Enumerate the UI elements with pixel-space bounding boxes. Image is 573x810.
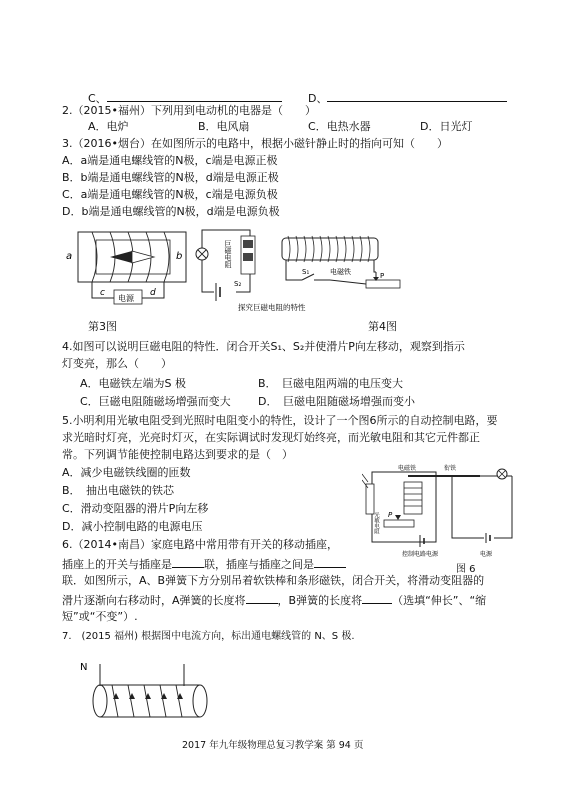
answer-blank[interactable] [107, 90, 282, 102]
q3-option-b: B．b端是通电螺线管的N极，d端是电源正极 [62, 171, 279, 184]
fig6-ldr-label: 光敏电阻 [373, 512, 379, 534]
q6-line4-text-a: 滑片逐渐向右移动时，A弹簧的长度将 [62, 594, 246, 607]
figure-3-solenoid-circuit [62, 226, 192, 306]
q7-stem: 7. (2015 福州) 根据图中电流方向，标出通电螺线管的 N、S 极. [62, 631, 355, 642]
q3-option-a: A．a端是通电螺线管的N极，c端是电源正极 [62, 154, 278, 167]
label-d: d [150, 288, 156, 298]
q4-option-d: D． 巨磁电阻随磁场增强而变小 [258, 395, 415, 408]
q6-line2-text-a: 插座上的开关与插座是 [62, 558, 172, 571]
q1-option-c-label: C、 [88, 92, 107, 105]
q6-line3: 联．如图所示，A、B弹簧下方分别吊着软铁棒和条形磁铁，闭合开关，将滑动变阻器的 [62, 574, 485, 587]
figure-6-caption: 图 6 [456, 564, 476, 575]
label-a: a [66, 251, 73, 262]
gmr-label: 巨磁电阻 [224, 240, 232, 268]
answer-blank[interactable] [314, 556, 346, 568]
q4-stem-line2: 灯变亮，那么（ ） [62, 357, 172, 370]
q1-option-d [308, 90, 507, 106]
q6-line2 [62, 556, 346, 572]
q7-n-label: N [80, 662, 88, 673]
electromagnet-label: 电磁铁 [330, 268, 351, 276]
answer-blank[interactable] [327, 90, 507, 102]
q4-option-c: C．巨磁电阻随磁场增强而变大 [80, 395, 231, 408]
q6-line1: 6.（2014•南昌）家庭电路中常用带有开关的移动插座， [62, 538, 338, 551]
s2-label: S₂ [234, 280, 242, 288]
rheostat [366, 280, 400, 288]
q6-line4-text-b: ，B弹簧的长度将 [277, 594, 363, 607]
q3-option-d: D．b端是通电螺线管的N极，d端是电源负极 [62, 205, 280, 218]
fig6-armature-label: 衔铁 [444, 465, 457, 472]
figure-3-caption: 第3图 [88, 320, 117, 333]
fig6-p-label: P [388, 511, 393, 519]
q5-stem-line3: 常。下列调节能使控制电路达到要求的是（ ） [62, 448, 293, 461]
q1-option-d-label: D、 [308, 92, 328, 105]
q2-option-c: C．电热水器 [308, 120, 371, 133]
figure-4-gmr-circuit [190, 222, 415, 312]
answer-blank[interactable] [362, 592, 392, 604]
figure-6-control-circuit [362, 460, 522, 560]
q6-line4-text-c: （选填“伸长”、“缩 [392, 594, 487, 607]
q4-option-a: A．电磁铁左端为S 极 [80, 377, 187, 390]
q4-option-b: B． 巨磁电阻两端的电压变大 [258, 377, 404, 390]
current-direction-arrows [113, 693, 183, 699]
fig6-power-label: 电源 [480, 551, 493, 558]
q3-option-c: C．a端是通电螺线管的N极，c端是电源负极 [62, 188, 278, 201]
q2-stem: 2.（2015•福州）下列用到电动机的电器是（ ） [62, 104, 316, 117]
q5-option-a: A．减少电磁铁线圈的匝数 [62, 466, 191, 479]
compass-needle [110, 251, 154, 263]
rheostat [384, 520, 414, 527]
answer-blank[interactable] [246, 592, 278, 604]
q4-stem-line1: 4.如图可以说明巨磁电阻的特性．闭合开关S₁、S₂并使滑片P向左移动，观察到指示 [62, 340, 465, 353]
coil-windings [112, 685, 182, 717]
q5-stem-line2: 求光暗时灯亮，光亮时灯灭，在实际调试时发现灯始终亮，而光敏电阻和其它元件都正 [62, 431, 480, 444]
p-label: P [380, 272, 385, 280]
q2-option-b: B．电风扇 [198, 120, 250, 133]
q6-line5: 短”或“不变”）. [62, 610, 138, 623]
q6-line2-text-b: 联，插座与插座之间是 [204, 558, 314, 571]
fig6-electromagnet-label: 电磁铁 [398, 465, 417, 472]
photoresistor [366, 484, 374, 514]
label-b: b [176, 251, 183, 262]
figure-4-title: 探究巨磁电阻的特性 [238, 303, 306, 312]
electromagnet-coil [404, 482, 422, 514]
s1-label: S₁ [302, 268, 310, 276]
figure-4-caption: 第4图 [368, 320, 397, 333]
power-label: 电源 [118, 294, 134, 303]
q5-option-c: C．滑动变阻器的滑片P向左移 [62, 502, 209, 515]
page-footer: 2017 年九年级物理总复习教学案 第 94 页 [182, 740, 364, 751]
q5-option-b: B． 抽出电磁铁的铁芯 [62, 484, 175, 497]
label-c: c [100, 288, 105, 298]
q3-stem: 3.（2016•烟台）在如图所示的电路中，根据小磁针静止时的指向可知（ ） [62, 137, 448, 150]
q5-stem-line1: 5.小明利用光敏电阻受到光照时电阻变小的特性，设计了一个图6所示的自动控制电路，要 [62, 414, 498, 427]
fig6-ctrl-power-label: 控制电路电源 [402, 551, 439, 558]
answer-blank[interactable] [172, 556, 204, 568]
q2-option-d: D．日光灯 [420, 120, 473, 133]
q5-option-d: D．减小控制电路的电源电压 [62, 520, 203, 533]
figure-7-solenoid [78, 656, 228, 731]
q2-option-a: A．电炉 [88, 120, 129, 133]
q6-line4 [62, 592, 486, 608]
